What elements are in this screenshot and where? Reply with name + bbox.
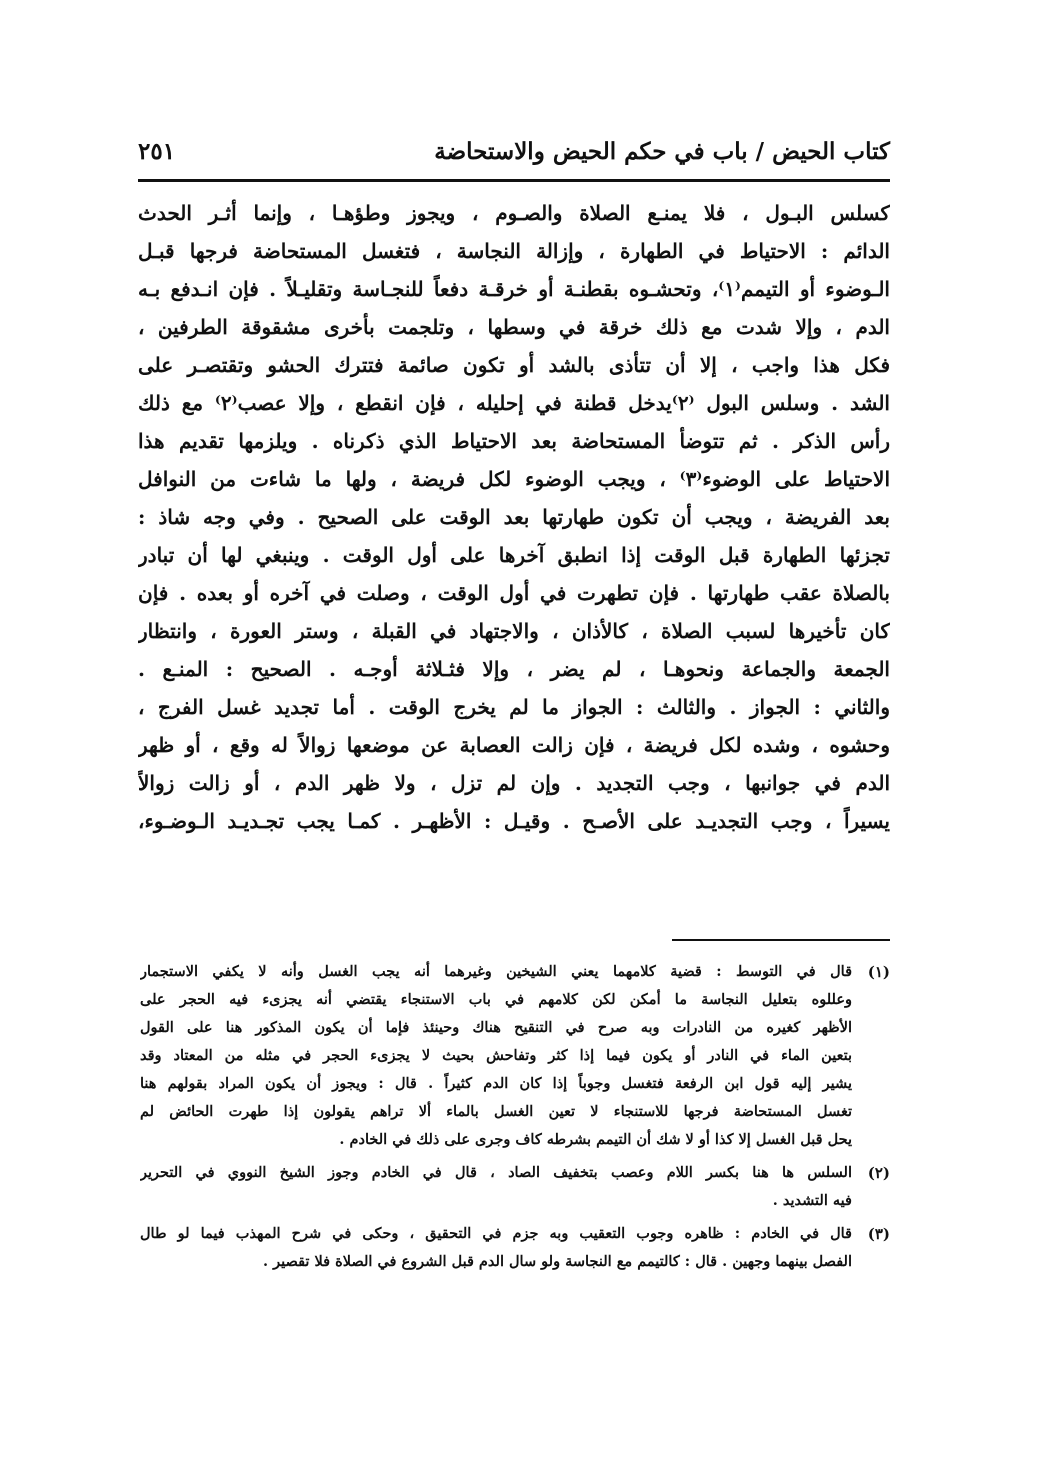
page-number: ٢٥١ (138, 138, 176, 165)
text-line: تجزئها الطهارة قبل الوقت إذا انطبق آخرها على أول الوقت . وينبغي لها أن تبادر (138, 543, 890, 567)
running-title: كتاب الحيض / باب في حكم الحيض والاستحاضة (434, 138, 890, 165)
text-line: بعد الفريضة ، ويجب أن تكون طهارتها بعد الوقت على الصحيح . وفي وجه شاذ : (138, 505, 890, 529)
footnotes (140, 958, 890, 1281)
footnote-line: قال في التوسط : قضية كلامهما يعني الشيخين وغيرهما أنه يجب الغسل وأنه لا يكفي الاستجمار (140, 963, 852, 980)
footnote-2 (140, 1159, 890, 1215)
footnote-line: الفصل بينهما وجهين . قال : كالتيمم مع النجاسة ولو سال الدم قبل الشروع في الصلاة فلا تقصير . (263, 1253, 852, 1270)
footnote-3 (140, 1220, 890, 1276)
text-line: الشد . وسلس البول ⁽٢⁾يدخل قطنة في إحليله ، فإن انقطع ، وإلا عصب⁽٢⁾ مع ذلك (138, 391, 890, 415)
footnote-line: يحل قبل الغسل إلا كذا أو لا شك أن التيمم بشرطه كاف وجرى على ذلك في الخادم . (339, 1131, 852, 1148)
footnote-line: يشير إليه قول ابن الرفعة فتغسل وجوباً إذا كان الدم كثيراً . قال : ويجوز أن يكون المراد بقولهم هنا (140, 1075, 852, 1092)
footnote-line: تغسل المستحاضة فرجها للاستنجاء لا تعين الغسل بالماء ألا تراهم يقولون إذا طهرت الحائض لم (140, 1103, 852, 1120)
text-line: فكل هذا واجب ، إلا أن تتأذى بالشد أو تكون صائمة فتترك الحشو وتقتصـر على (138, 353, 890, 377)
footnote-number: (٣) (867, 1225, 890, 1243)
text-line: الدم في جوانبها ، وجب التجديد . وإن لم تزل ، ولا ظهر الدم ، أو زالت زوالاً (138, 771, 890, 795)
text-line: وحشوه ، وشده لكل فريضة ، فإن زالت العصابة عن موضعها زوالاً له وقع ، أو ظهر (138, 733, 890, 757)
footnote-number: (٢) (867, 1164, 890, 1182)
header-rule (138, 179, 890, 182)
footnote-line: بتعين الماء في النادر أو يكون فيما إذا كثر وتفاحش بحيث لا يجزىء الحجر في مثله من المعتاد وقد (140, 1047, 852, 1064)
text-line: الدائم : الاحتياط في الطهارة ، وإزالة النجاسة ، فتغسل المستحاضة فرجها قبـل (138, 239, 890, 263)
text-line: الجمعة والجماعة ونحوهـا ، لم يضر ، وإلا فثـلاثة أوجـه . الصحيح : المنـع . (138, 657, 890, 681)
footnote-line: فيه التشديد . (772, 1192, 852, 1209)
text-line: الاحتياط على الوضوء⁽٣⁾ ، ويجب الوضوء لكل فريضة ، ولها ما شاءت من النوافل (138, 467, 890, 491)
footnote-line: وعللوه بتعليل النجاسة ما أمكن لكن كلامهم في باب الاستنجاء يقتضي أنه يجزىء فيه الحجر على (140, 991, 852, 1008)
footnote-line: السلس ها هنا بكسر اللام وعصب بتخفيف الصاد ، قال في الخادم وجوز الشيخ النووي في التحرير (140, 1164, 852, 1181)
footnote-number: (١) (867, 963, 890, 981)
text-line: الدم ، وإلا شدت مع ذلك خرقة في وسطها ، وتلجمت بأخرى مشقوقة الطرفين ، (138, 315, 890, 339)
text-line: كان تأخيرها لسبب الصلاة ، كالأذان ، والاجتهاد في القبلة ، وستر العورة ، وانتظار (138, 619, 890, 643)
main-text (138, 194, 890, 840)
footnote-line: قال في الخادم : ظاهره وجوب التعقيب وبه جزم في التحقيق ، وحكى في شرح المهذب فيما لو طال (140, 1225, 852, 1242)
text-line: رأس الذكر . ثم تتوضأ المستحاضة بعد الاحتياط الذي ذكرناه . ويلزمها تقديم هذا (138, 429, 890, 453)
text-line: كسلس البـول ، فلا يمنـع الصلاة والصـوم ، ويجوز وطؤهـا ، وإنما أثـر الحدث (138, 201, 890, 225)
text-line: بالصلاة عقب طهارتها . فإن تطهرت في أول الوقت ، وصلت في آخره أو بعده . فإن (138, 581, 890, 605)
footnote-1 (140, 958, 890, 1154)
text-line: الـوضوء أو التيمم⁽١⁾، وتحشـوه بقطنـة أو خرقـة دفعاً للنجـاسة وتقليـلاً . فإن انـدفع بـه (138, 277, 890, 301)
running-header (138, 138, 890, 174)
text-line: والثاني : الجواز . والثالث : الجواز ما لم يخرج الوقت . أما تجديد غسل الفرج ، (138, 695, 890, 719)
footnote-separator (672, 939, 890, 941)
footnote-line: الأظهر كغيره من النادرات وبه صرح في التنقيح هناك وحينئذ فإما أن يكون المذكور هنا على القول (140, 1019, 852, 1036)
text-line: يسيراً ، وجب التجديـد على الأصـح . وقيـل : الأظهـر . كمـا يجب تجـديـد الـوضـوء، (138, 809, 890, 833)
